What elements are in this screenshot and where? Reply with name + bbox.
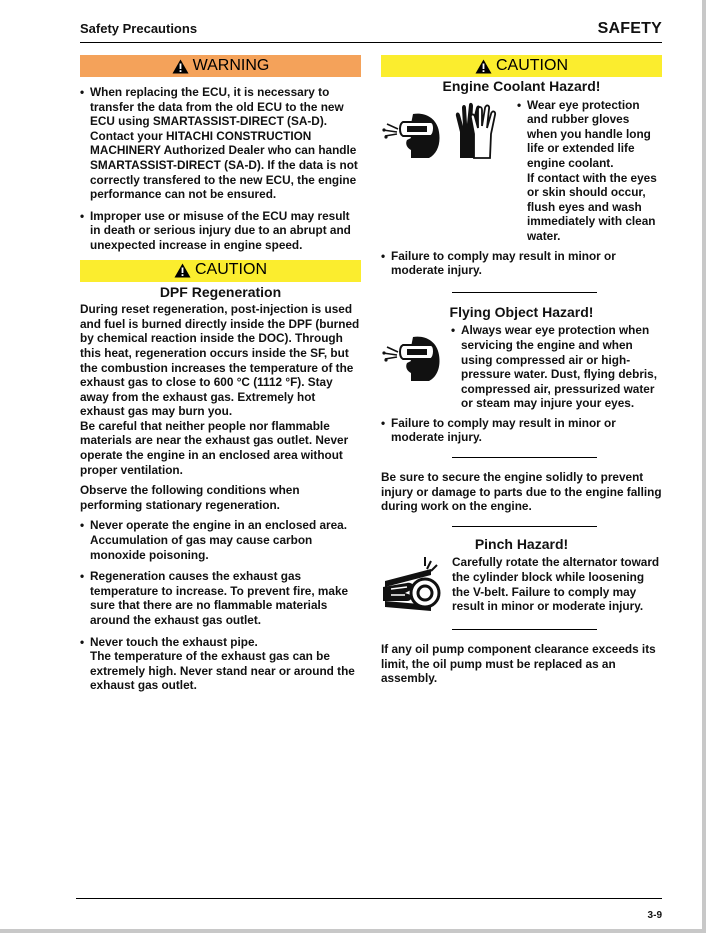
dpf-list [80, 518, 361, 693]
coolant-extra: If contact with the eyes or skin should occur, flush eyes and wash immediately with clean water. [527, 170, 657, 243]
warning-banner [80, 55, 361, 77]
coolant-failure: • Failure to comply may result in minor or moderate injury. [381, 249, 662, 278]
caution-label: CAUTION [496, 56, 568, 74]
dpf-item: • Regeneration causes the exhaust gas temperature to increase. To prevent fire, make sure that there are no flammable materials around the exhaust gas outlet. [80, 569, 361, 627]
caution-banner [80, 260, 361, 282]
right-column [381, 55, 662, 686]
coolant-hazard-title: Engine Coolant Hazard! [442, 78, 601, 94]
coolant-failure-list [381, 249, 662, 278]
dpf-item: • Never touch the exhaust pipe. The temperature of the exhaust gas can be extremely high. Never stand near or around the exhaust gas outlet. [80, 635, 361, 693]
warning-triangle-icon [174, 263, 191, 278]
chapter-title: SAFETY [597, 20, 662, 37]
oil-pump-text: If any oil pump component clearance exceeds its limit, the oil pump must be replaced as an assembly. [381, 642, 656, 686]
coolant-hazard: • Wear eye protection and rubber gloves when you handle long life or extended life engine coolant. If contact with the eyes or skin should occur, flush eyes and wash immediately with clean water. [381, 98, 662, 244]
caution-banner [381, 55, 662, 77]
caution-label: CAUTION [195, 261, 267, 279]
dpf-item: • Never operate the engine in an enclosed area. Accumulation of gas may cause carbon monoxide poisoning. [80, 518, 361, 562]
header-rule [80, 42, 662, 43]
rubber-gloves-icon [450, 102, 498, 160]
warning-list [80, 85, 361, 253]
warning-triangle-icon [172, 59, 189, 74]
face-shield-icon [381, 110, 443, 160]
flying-failure-list [381, 416, 662, 445]
warning-item: • When replacing the ECU, it is necessary to transfer the data from the old ECU to the new ECU using SMARTASSIST-DIRECT (SA-D). Contact your HITACHI CONSTRUCTION MACHINERY Authorized Dealer who can handle SMARTASSIST-DIRECT (SA-D). If the data is not correctly transfered to the new ECU, the engine performance can not be ensured. [80, 85, 361, 202]
divider [452, 526, 597, 527]
footer-rule [76, 898, 662, 899]
section-title: Safety Precautions [80, 21, 198, 36]
dpf-item-extra: The temperature of the exhaust gas can be extremely high. Never stand near or around the exhaust gas outlet. [90, 649, 355, 693]
pinch-hazard [381, 555, 662, 619]
pinch-belt-icon [381, 557, 441, 615]
flying-hazard: • Always wear eye protection when servicing the engine and when using compressed air or high-pressure water. Dust, flying debris, compressed air, pressurized water or steam may injure your eyes. [381, 323, 662, 411]
dpf-paragraph: Observe the following conditions when performing stationary regeneration. [80, 483, 300, 512]
left-column [80, 55, 361, 700]
divider [452, 457, 597, 458]
page-number: 3-9 [647, 910, 662, 921]
divider [452, 629, 597, 630]
warning-label: WARNING [192, 56, 270, 74]
flying-hazard-title: Flying Object Hazard! [449, 303, 594, 320]
secure-engine-text: Be sure to secure the engine solidly to prevent injury or damage to parts due to the engine falling during work on the engine. [381, 470, 662, 514]
pinch-hazard-title: Pinch Hazard! [474, 535, 569, 552]
dpf-paragraph: During reset regeneration, post-injection is used and fuel is burned directly inside the DPF (burned by chemical reaction inside the DOC). Through this heat, regeneration occurs inside the SF, but the combustion increases the temperature of the exhaust gas to close to 600 °C (1112 °F). Stay away from the exhaust gas. Extremely hot exhaust gas may burn you. [80, 302, 360, 419]
flying-failure: • Failure to comply may result in minor or moderate injury. [381, 416, 662, 445]
dpf-title: DPF Regeneration [159, 283, 282, 300]
pinch-text: Carefully rotate the alternator toward the cylinder block while loosening the V-belt. Failure to comply may result in minor or moderate injury. [452, 555, 660, 614]
warning-item: • Improper use or misuse of the ECU may result in death or serious injury due to an abrupt and unexpected increase in engine speed. [80, 209, 361, 253]
warning-triangle-icon [475, 59, 492, 74]
divider [452, 292, 597, 293]
coolant-bullet: Wear eye protection and rubber gloves when you handle long life or extended life engine coolant. [527, 97, 651, 170]
flying-bullet: Always wear eye protection when servicing the engine and when using compressed air or high-pressure water. Dust, flying debris, compressed air, pressurized water or steam may injure your eyes. [461, 323, 658, 411]
face-shield-icon [381, 333, 443, 383]
dpf-paragraph: Be careful that neither people nor flammable materials are near the exhaust gas outlet. Never operate the engine in an enclosed area without proper ventilation. [80, 418, 349, 477]
